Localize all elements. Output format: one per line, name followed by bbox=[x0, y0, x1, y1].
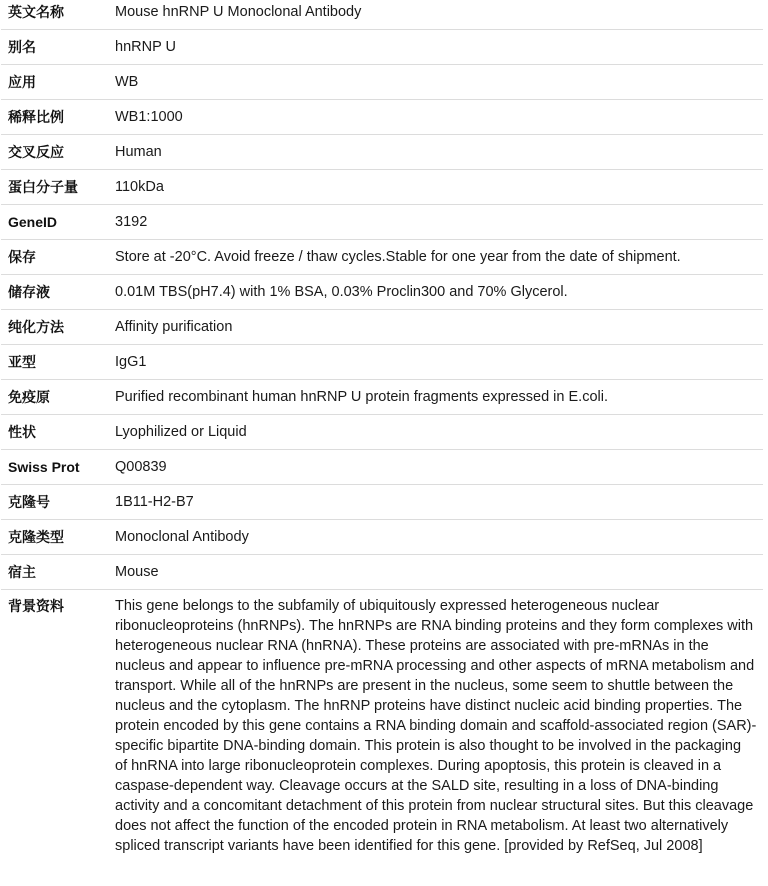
value: Human bbox=[115, 144, 162, 160]
value: Lyophilized or Liquid bbox=[115, 424, 247, 440]
label: GeneID bbox=[8, 214, 58, 230]
row-immunogen bbox=[1, 380, 763, 415]
label: 性状 bbox=[8, 424, 36, 440]
label: 蛋白分子量 bbox=[8, 179, 78, 195]
value: 1B11-H2-B7 bbox=[115, 494, 194, 510]
row-storage bbox=[1, 240, 763, 275]
value: Mouse bbox=[115, 564, 159, 580]
row-dilution bbox=[1, 100, 763, 135]
row-purification bbox=[1, 310, 763, 345]
value: 110kDa bbox=[115, 179, 164, 195]
label: 别名 bbox=[8, 39, 36, 55]
label: 纯化方法 bbox=[8, 319, 64, 335]
value: WB bbox=[115, 74, 139, 90]
row-swiss-prot bbox=[1, 450, 763, 485]
row-clonality bbox=[1, 520, 763, 555]
label: 储存液 bbox=[8, 284, 50, 300]
value: 3192 bbox=[115, 214, 148, 230]
row-application bbox=[1, 65, 763, 100]
value: Affinity purification bbox=[115, 319, 233, 335]
row-background bbox=[1, 590, 763, 857]
row-form bbox=[1, 415, 763, 450]
label: 稀释比例 bbox=[8, 109, 64, 125]
row-molecular-weight bbox=[1, 170, 763, 205]
label: 背景资料 bbox=[8, 598, 64, 614]
row-buffer bbox=[1, 275, 763, 310]
row-gene-id bbox=[1, 205, 763, 240]
row-alias bbox=[1, 30, 763, 65]
row-cross-reactivity bbox=[1, 135, 763, 170]
label: 英文名称 bbox=[8, 4, 64, 20]
value: Q00839 bbox=[115, 459, 167, 475]
row-english-name bbox=[1, 0, 763, 30]
label: 保存 bbox=[8, 249, 36, 265]
value: hnRNP U bbox=[115, 39, 176, 55]
value: IgG1 bbox=[115, 354, 147, 370]
label: 宿主 bbox=[8, 564, 36, 580]
label: Swiss Prot bbox=[8, 459, 80, 475]
value: Monoclonal Antibody bbox=[115, 529, 249, 545]
product-spec-table bbox=[1, 0, 763, 856]
label: 亚型 bbox=[8, 354, 36, 370]
background-text: This gene belongs to the subfamily of ubiquitously expressed heterogeneous nuclear ribonucleoproteins (hnRNPs). The hnRNPs are RNA binding proteins and they form complexes with heterogeneous nuclear RNA (hnRNA). These proteins are associated with pre-mRNAs in the nucleus and appear to influence pre-mRNA processing and other aspects of mRNA metabolism and transport. While all of the hnRNPs are present in the nucleus, some seem to shuttle between the nucleus and the cytoplasm. The hnRNP proteins have distinct nucleic acid binding properties. The protein encoded by this gene contains a RNA binding domain and scaffold-associated region (SAR)-specific bipartite DNA-binding domain. This protein is also thought to be involved in the packaging of hnRNA into large ribonucleoprotein complexes. During apoptosis, this protein is cleaved in a caspase-dependent way. Cleavage occurs at the SALD site, resulting in a loss of DNA-binding activity and a concomitant detachment of this protein from nuclear structural sites. But this cleavage does not affect the function of the encoded protein in RNA metabolism. At least two alternatively spliced transcript variants have been identified for this gene. [provided by RefSeq, Jul 2008] bbox=[115, 598, 757, 854]
label: 克隆类型 bbox=[8, 529, 64, 545]
value: 0.01M TBS(pH7.4) with 1% BSA, 0.03% Proclin300 and 70% Glycerol. bbox=[115, 284, 568, 300]
row-isotype bbox=[1, 345, 763, 380]
label: 克隆号 bbox=[8, 494, 50, 510]
value: Store at -20°C. Avoid freeze / thaw cycles.Stable for one year from the date of shipment. bbox=[115, 249, 681, 265]
value: Purified recombinant human hnRNP U protein fragments expressed in E.coli. bbox=[115, 389, 608, 405]
label: 应用 bbox=[8, 74, 36, 90]
row-clone-number bbox=[1, 485, 763, 520]
value: Mouse hnRNP U Monoclonal Antibody bbox=[115, 4, 362, 20]
row-host bbox=[1, 555, 763, 590]
value: WB1:1000 bbox=[115, 109, 183, 125]
label: 交叉反应 bbox=[8, 144, 64, 160]
label: 免疫原 bbox=[8, 389, 50, 405]
